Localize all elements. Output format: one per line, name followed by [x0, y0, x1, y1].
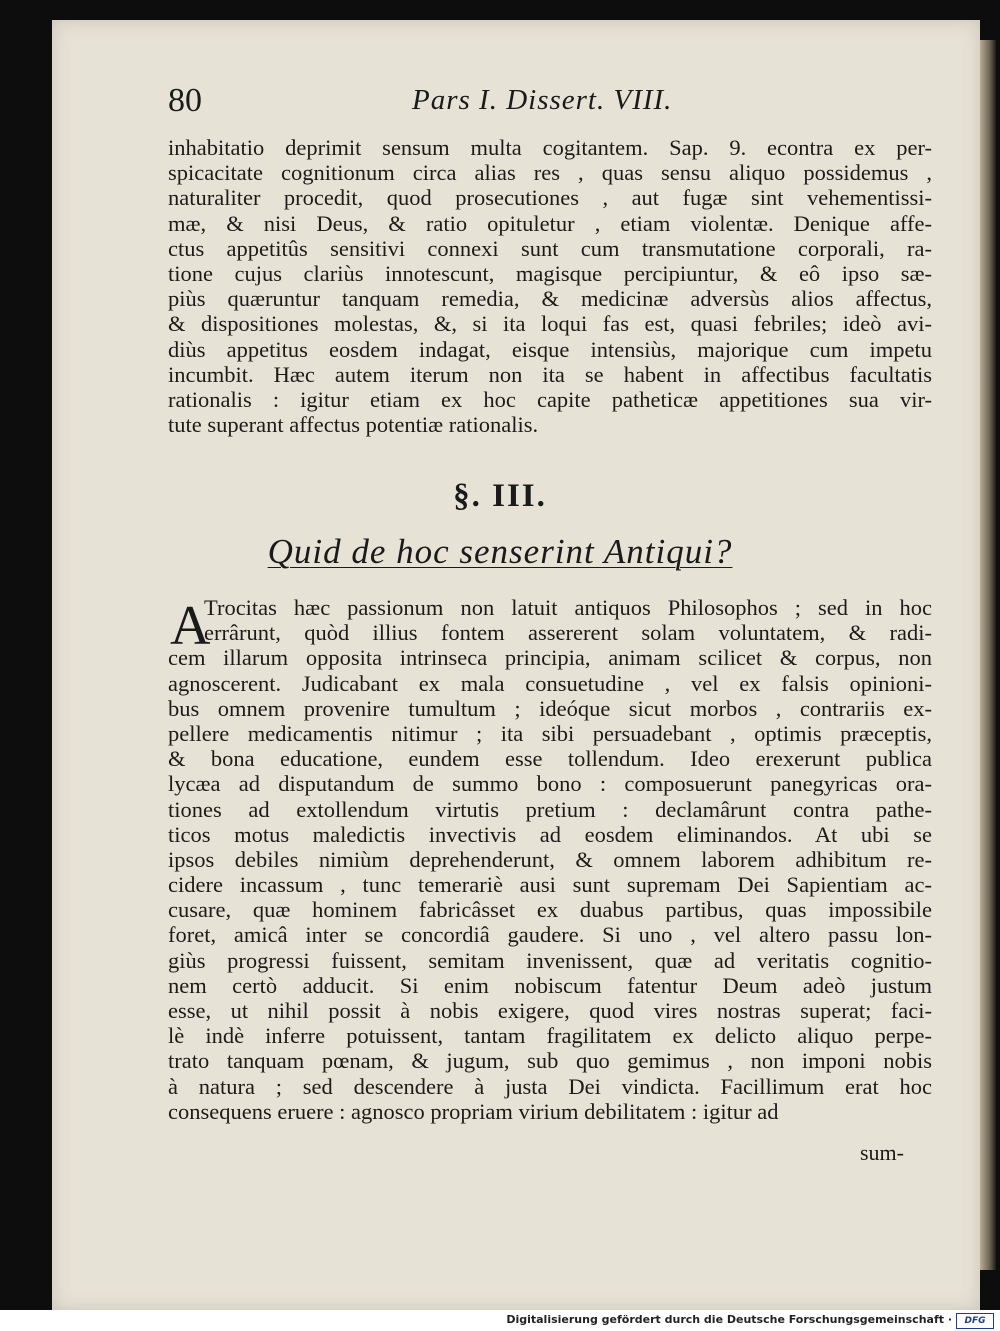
text-line: esse, ut nihil possit à nobis exigere, quod vires nostras superat; faci-: [168, 998, 932, 1023]
text-line: lycæa ad disputandum de summo bono : composuerunt panegyricas ora-: [168, 771, 932, 797]
text-line: & dispositiones molestas, &, si ita loqui fas est, quasi febriles; ideò avi-: [168, 311, 932, 337]
text-line: à natura ; sed descendere à justa Dei vindicta. Facillimum erat hoc: [168, 1073, 932, 1099]
text-line: bus omnem provenire tumultum ; ideóque sicut morbos , contrariis ex-: [168, 695, 932, 721]
text-line: ipsos debiles nimiùm deprehenderunt, & omnem laborem adhibitum re-: [168, 846, 932, 872]
text-line: tiones ad extollendum virtutis pretium : declamârunt contra pathe-: [168, 796, 932, 822]
text-line: cem illarum opposita intrinseca principia, animam scilicet & corpus, non: [168, 645, 932, 671]
text-line: agnoscerent. Judicabant ex mala consuetudine , vel ex falsis opinioni-: [168, 670, 932, 696]
running-head: Pars I. Dissert. VIII.: [412, 84, 673, 116]
text-line: trato tanquam pœnam, & jugum, sub quo gemimus , non imponi nobis: [168, 1048, 932, 1074]
text-line: spicacitate cognitionum circa alias res , quas sensu aliquo possidemus ,: [168, 160, 932, 186]
page-header: [168, 82, 928, 122]
section-title-text: Quid de hoc senserint Antiqui?: [267, 532, 733, 571]
dfg-logo: DFG: [956, 1313, 994, 1329]
text-line: rationalis : igitur etiam ex hoc capite patheticæ appetitiones sua vir-: [168, 386, 932, 412]
text-line: lè indè inferre potuissent, tantam fragilitatem ex delicto aliquo perpe-: [168, 1023, 932, 1049]
text-line: tione cujus clariùs innotescunt, magisque percipiuntur, & eô ipso sæ-: [168, 260, 932, 286]
text-line: diùs appetitus eosdem indagat, eisque intensiùs, majorique cum impetu: [168, 336, 932, 362]
paragraph-1: [168, 135, 932, 437]
text-line: giùs progressi fuissent, semitam invenissent, quæ ad veritatis cognitio-: [168, 947, 932, 973]
catchword: sum-: [860, 1140, 904, 1165]
text-line: tute superant affectus potentiæ rationalis.: [168, 412, 539, 438]
drop-capital: A: [170, 595, 211, 657]
text-line: nem certò adducit. Si enim nobiscum fatentur Deum adeò justum: [168, 972, 932, 998]
text-line: Trocitas hæc passionum non latuit antiquos Philosophos ; sed in hoc: [204, 595, 932, 620]
text-line: errârunt, quòd illius fontem assererent solam voluntatem, & radi-: [204, 620, 932, 646]
text-line: & bona educatione, eundem esse tollendum. Ideo erexerunt publica: [168, 746, 932, 772]
text-line: piùs quæruntur tanquam remedia, & medicinæ adversùs alios affectus,: [168, 286, 932, 312]
text-line: foret, amicâ inter se concordiâ gaudere. Si uno , vel altero passu lon-: [168, 922, 932, 948]
text-line: ctus appetitûs sensitivi connexi sunt cum transmutatione corporali, ra-: [168, 235, 932, 261]
text-line: mæ, & nisi Deus, & ratio opituletur , etiam violentæ. Denique affe-: [168, 210, 932, 236]
page-number: 80: [168, 82, 202, 119]
text-line: naturaliter procedit, quod prosecutiones , aut fugæ sint vehementissi-: [168, 185, 932, 211]
page-edge: [980, 40, 996, 1270]
text-line: cusare, quæ hominem fabricâsset ex duabus partibus, quas impossibile: [168, 897, 932, 923]
text-line: pellere medicamentis nitimur ; ita sibi persuadebant , optimis præceptis,: [168, 720, 932, 746]
section-number: §. III.: [453, 478, 547, 514]
digitization-footer: [0, 1310, 1000, 1331]
paragraph-2: [168, 595, 932, 1124]
text-line: consequens eruere : agnosco propriam virium debilitatem : igitur ad: [168, 1098, 779, 1124]
footer-credit: Digitalisierung gefördert durch die Deutsche Forschungsgemeinschaft ·: [506, 1313, 952, 1326]
text-line: incumbit. Hæc autem iterum non ita se habent in affectibus facultatis: [168, 361, 932, 387]
text-line: cidere incassum , tunc temerariè ausi sunt supremam Dei Sapientiam ac-: [168, 872, 932, 898]
section-title: [0, 532, 1000, 572]
text-line: inhabitatio deprimit sensum multa cogitantem. Sap. 9. econtra ex per-: [168, 135, 932, 160]
text-line: ticos motus maledictis invectivis ad eosdem eliminandos. At ubi se: [168, 821, 932, 847]
